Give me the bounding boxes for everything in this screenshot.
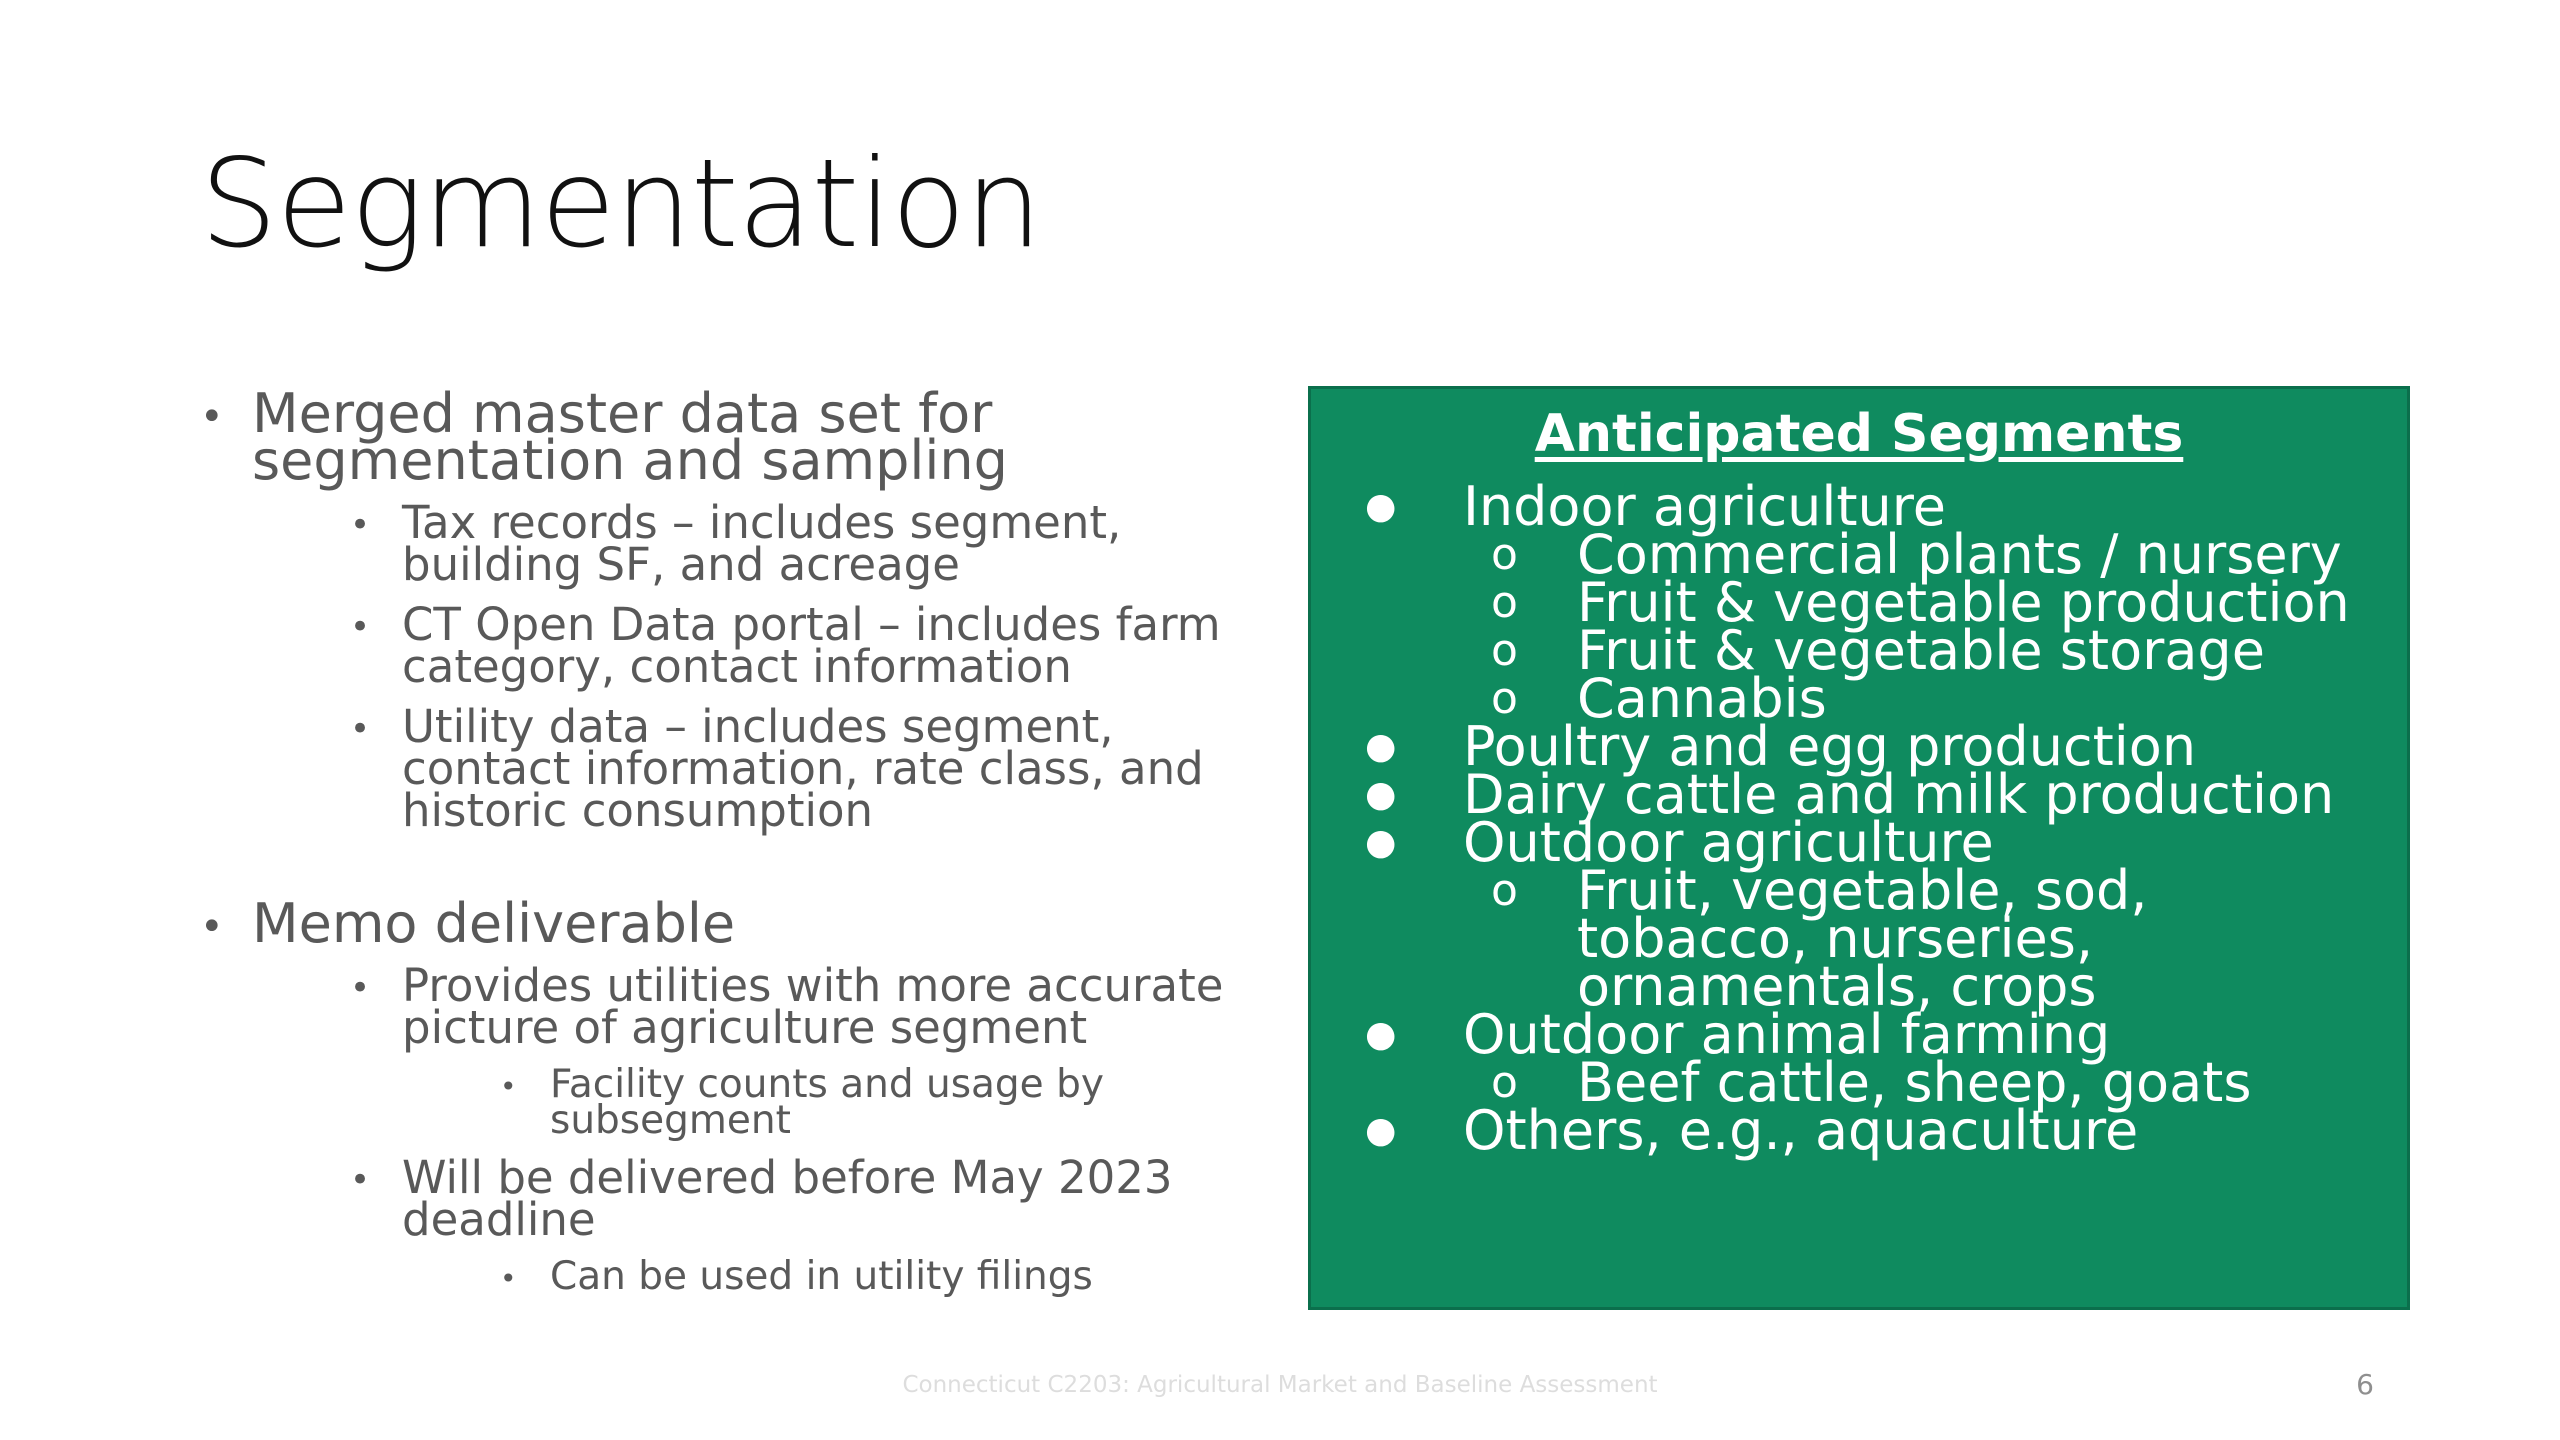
sub-bullet-glyph: o (1491, 673, 1518, 724)
bullet-glyph: ● (1365, 1110, 1397, 1151)
subsegment-label: Fruit & vegetable storage (1577, 619, 2265, 682)
bullet-glyph: • (350, 1160, 371, 1200)
bullet-text: Tax records – includes segment, building SF, and acreage (402, 496, 1122, 591)
bullet-glyph: ● (1365, 486, 1397, 527)
subsegment-label: Cannabis (1577, 667, 1827, 730)
segment-label: Outdoor agriculture (1463, 811, 1994, 874)
bullet-glyph: ● (1365, 774, 1397, 815)
sub-bullet-will-be-delivered (252, 1151, 1260, 1299)
bullet-glyph: • (350, 607, 371, 647)
sub-bullet-glyph: o (1491, 625, 1518, 676)
bullet-glyph: • (500, 1262, 517, 1295)
segments-box-title: Anticipated Segments (1534, 404, 2184, 464)
bullet-glyph: • (200, 904, 224, 950)
bullet-text: Memo deliverable (252, 892, 736, 955)
bullet-glyph: • (350, 709, 371, 749)
segment-label: Dairy cattle and milk production (1463, 763, 2335, 826)
bullet-text: Provides utilities with more accurate picture of agriculture segment (402, 959, 1224, 1054)
slide-title: Segmentation (200, 133, 1042, 275)
sub-bullet-glyph: o (1491, 1057, 1518, 1108)
sub-bullet-glyph: o (1491, 529, 1518, 580)
bullet-text: Merged master data set for segmentation and sampling (252, 382, 1008, 492)
sub-bullet-utility-data (252, 700, 1260, 837)
sub-bullet-glyph: o (1491, 865, 1518, 916)
bullet-text: CT Open Data portal – includes farm category, contact information (402, 598, 1221, 693)
bullet-glyph: ● (1365, 1014, 1397, 1055)
bullet-text: Utility data – includes segment, contact information, rate class, and historic consumption (402, 700, 1204, 837)
left-bullet-list (200, 382, 1260, 1299)
bullet-glyph: • (350, 505, 371, 545)
subsegment-label: Fruit, vegetable, sod, tobacco, nurseries, ornamentals, crops (1577, 859, 2148, 1018)
segment-label: Outdoor animal farming (1463, 1003, 2111, 1066)
bullet-memo-deliverable (200, 892, 1260, 1299)
segment-label: Poultry and egg production (1463, 715, 2197, 778)
subsegment-fruit-veg-sod (1311, 859, 2217, 1018)
sub-sub-bullet-facility-counts (402, 1062, 1260, 1143)
subsegment-label: Beef cattle, sheep, goats (1577, 1051, 2252, 1114)
segment-others (1311, 1099, 2407, 1162)
sub-bullet-provides-utilities (252, 959, 1260, 1143)
bullet-merged-master-data (200, 382, 1260, 837)
bullet-glyph: • (350, 968, 371, 1008)
segment-label: Others, e.g., aquaculture (1463, 1099, 2139, 1162)
bullet-glyph: • (200, 394, 224, 440)
subsegment-fruit-veg-storage (1311, 619, 2407, 682)
subsegment-label: Fruit & vegetable production (1577, 571, 2350, 634)
segment-label: Indoor agriculture (1463, 475, 1946, 538)
bullet-glyph: • (500, 1070, 517, 1103)
sub-bullet-ct-open-data (252, 598, 1260, 693)
sub-bullet-tax-records (252, 496, 1260, 591)
slide-footer: Connecticut C2203: Agricultural Market and Baseline Assessment (902, 1372, 1658, 1398)
sub-bullet-glyph: o (1491, 577, 1518, 628)
subsegment-label: Commercial plants / nursery (1577, 523, 2342, 586)
segments-list (1311, 475, 2407, 1162)
page-number: 6 (2356, 1368, 2374, 1401)
anticipated-segments-box (1308, 386, 2410, 1310)
bullet-text: Can be used in utility filings (550, 1254, 1093, 1299)
bullet-glyph: ● (1365, 726, 1397, 767)
sub-sub-bullet-utility-filings (402, 1254, 1260, 1299)
bullet-text: Facility counts and usage by subsegment (550, 1062, 1104, 1143)
bullet-text: Will be delivered before May 2023 deadline (402, 1151, 1173, 1246)
bullet-glyph: ● (1365, 822, 1397, 863)
